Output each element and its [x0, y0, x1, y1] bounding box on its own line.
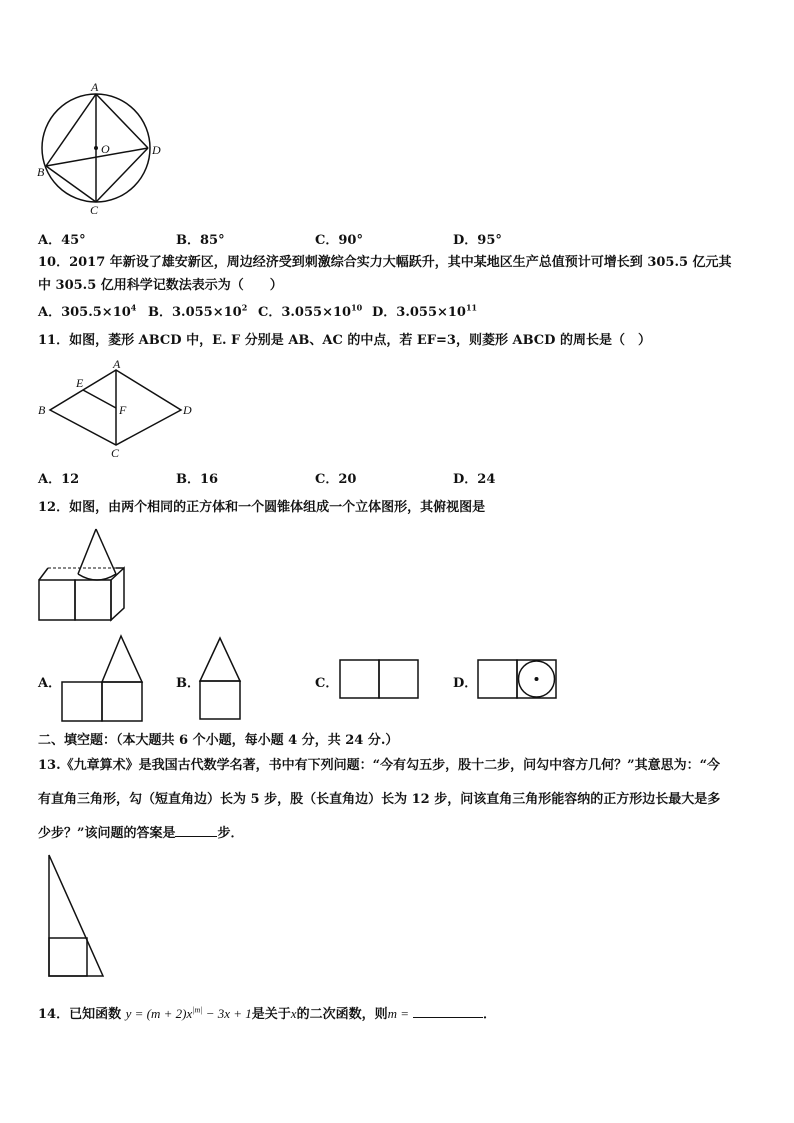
q11-option-c: C．20: [315, 472, 357, 487]
q9-option-b: B．85°: [176, 233, 225, 248]
q11-option-d: D．24: [453, 472, 496, 487]
q13-text-line3: 少步？”该问题的答案是 步．: [38, 822, 244, 843]
q12-a-right-square: [102, 682, 142, 721]
section2-heading: 二、填空题：（本大题共 6 个小题，每小题 4 分，共 24 分.）: [38, 733, 399, 748]
q12-solid-figure: [36, 526, 136, 626]
q12-option-a-figure: [60, 634, 146, 724]
q9-center-dot: [94, 146, 98, 150]
q12-option-b-figure: [198, 636, 244, 722]
q11-label-c: C: [111, 446, 120, 460]
q9-option-c: C．90°: [315, 233, 363, 248]
q12-option-c-figure: [338, 658, 420, 700]
q12-a-triangle: [102, 636, 142, 682]
q12-b-triangle: [200, 638, 240, 681]
q9-chord-ad: [96, 94, 148, 148]
q9-label-b: B: [37, 165, 45, 179]
q12-c-left-square: [340, 660, 379, 698]
q9-option-a: A．45°: [38, 233, 86, 248]
q12-cube-right-front: [75, 580, 111, 620]
q14-formula: $y = (m + 2)x^{|m|} - 3x + 1$: [125, 1005, 252, 1021]
q9-label-c: C: [90, 203, 99, 217]
q10-option-b: B．$3.055\times 10^2$: [148, 302, 248, 320]
q11-label-f: F: [119, 403, 127, 417]
q11-text: 11．如图，菱形 ABCD 中，E. F 分别是 AB、AC 的中点，若 EF=3，则菱形 ABCD 的周长是（ ）: [38, 333, 651, 348]
q12-c-right-square: [379, 660, 418, 698]
q12-top-left-edge: [39, 568, 48, 580]
q9-chord-ab: [46, 94, 96, 166]
q11-label-a: A: [113, 357, 121, 371]
q12-d-center-dot: [535, 677, 539, 681]
q13-text-line2: 有直角三角形，勾（短直角边）长为 5 步，股（长直角边）长为 12 步，问该直角三角形能容纳的正方形边长最大是多: [38, 792, 721, 807]
q12-cone-right-edge: [96, 529, 116, 574]
q14-text: 14．已知函数 $y = (m + 2)x^{|m|} - 3x + 1$是关于x的二次函数，则m = ．: [38, 1003, 496, 1024]
q14-var-x: x: [290, 1006, 297, 1021]
q12-option-a-letter: A．: [38, 676, 62, 691]
q11-option-b: B．16: [176, 472, 219, 487]
q13-right-triangle: [49, 855, 103, 976]
q10-option-c: C．$3.055\times 10^{10}$: [258, 302, 363, 320]
q12-d-left-square: [478, 660, 517, 698]
q11-label-e: E: [76, 376, 84, 390]
q14-var-m: m =: [387, 1006, 410, 1021]
q9-label-d: D: [152, 143, 161, 157]
q12-option-b-letter: B．: [176, 676, 200, 691]
q12-cube-left-front: [39, 580, 75, 620]
q12-option-d-figure: [476, 658, 558, 700]
q11-option-a: A．12: [38, 472, 80, 487]
q13-inscribed-square: [49, 938, 87, 976]
q9-option-d: D．95°: [453, 233, 502, 248]
q12-cone-base: [78, 574, 116, 580]
q12-option-d-letter: D．: [453, 676, 478, 691]
q13-triangle-figure: [46, 852, 110, 980]
q12-text: 12．如图，由两个相同的正方体和一个圆锥体组成一个立体图形，其俯视图是: [38, 500, 486, 515]
q14-answer-blank[interactable]: [413, 1003, 483, 1018]
q12-a-left-square: [62, 682, 102, 721]
q11-label-b: B: [38, 403, 46, 417]
q9-label-a: A: [91, 80, 99, 94]
q11-segment-ef: [83, 390, 116, 408]
q11-rhombus-figure: [36, 357, 206, 462]
q10-option-a: A．$305.5\times 10^4$: [38, 302, 137, 320]
q9-circle-figure: [30, 80, 170, 220]
q10-option-d: D．$3.055\times 10^{11}$: [372, 302, 478, 320]
q13-answer-blank[interactable]: [175, 822, 217, 837]
q13-text-line1: 13.《九章算术》是我国古代数学名著，书中有下列问题：“今有勾五步，股十二步，问勾中容方几何？”其意思为：“今: [38, 758, 721, 773]
q10-text-line1: 10．2017 年新设了雄安新区，周边经济受到刺激综合实力大幅跃升，其中某地区生产总值预计可增长到 305.5 亿元其: [38, 255, 732, 270]
q12-cone-left-edge: [78, 529, 96, 574]
q12-option-c-letter: C．: [315, 676, 339, 691]
q9-label-o: O: [101, 142, 110, 156]
q10-text-line2: 中 305.5 亿用科学记数法表示为（ ）: [38, 278, 283, 293]
q11-label-d: D: [183, 403, 192, 417]
q12-b-square: [200, 681, 240, 719]
